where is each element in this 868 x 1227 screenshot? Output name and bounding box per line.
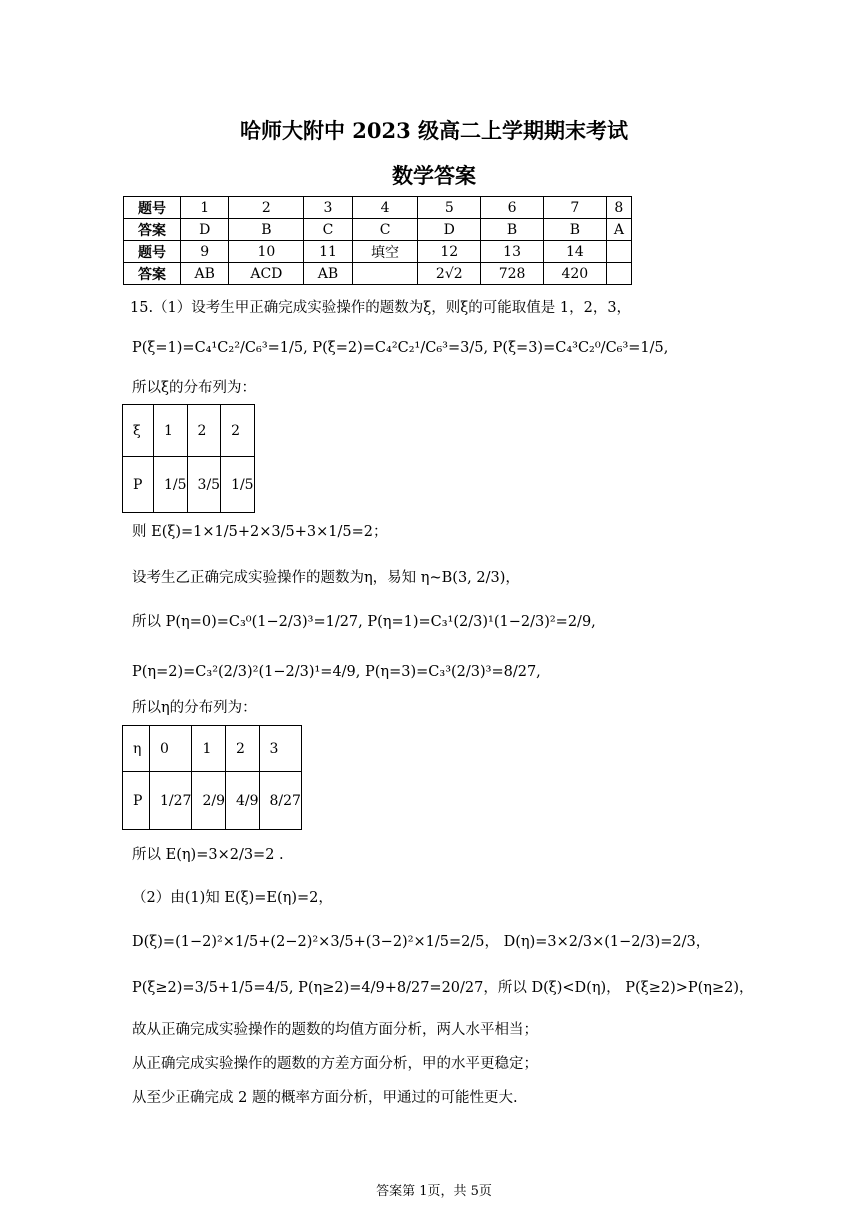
table-cell: ACD xyxy=(229,263,304,285)
page-footer: 答案第 1页，共 5页 xyxy=(376,1184,492,1199)
xi-distribution-table xyxy=(122,404,255,513)
table-cell: 728 xyxy=(481,263,544,285)
e-eta-formula: 所以 E(η)=3×2/3=2 . xyxy=(132,847,284,863)
table-cell: η xyxy=(123,726,150,772)
table-cell: 10 xyxy=(229,241,304,263)
table-cell: 9 xyxy=(181,241,229,263)
table-cell: 7 xyxy=(543,197,606,219)
table-cell: B xyxy=(229,219,304,241)
table-cell: 2√2 xyxy=(418,263,481,285)
page-subtitle: 数学答案 xyxy=(392,163,476,188)
table-cell: 2/9 xyxy=(192,772,226,830)
table-cell: 1/5 xyxy=(154,457,188,513)
table-cell: 题号 xyxy=(124,197,181,219)
table-cell: 420 xyxy=(543,263,606,285)
table-cell: AB xyxy=(181,263,229,285)
table-cell: 11 xyxy=(304,241,352,263)
eta-distribution-table xyxy=(122,725,302,830)
q15-intro: 15.（1）设考生甲正确完成实验操作的题数为ξ，则ξ的可能取值是 1，2，3， xyxy=(130,300,632,316)
variance-formula: D(ξ)=(1−2)²×1/5+(2−2)²×3/5+(3−2)²×1/5=2/5， D(η)=3×2/3×(1−2/3)=2/3， xyxy=(132,934,711,950)
table-cell: 13 xyxy=(481,241,544,263)
table-cell: 14 xyxy=(543,241,606,263)
table-cell: 答案 xyxy=(124,263,181,285)
prob-ge2-formula: P(ξ≥2)=3/5+1/5=4/5, P(η≥2)=4/9+8/27=20/27，所以 D(ξ)<D(η)， P(ξ≥2)>P(η≥2)， xyxy=(132,980,754,996)
p-eta-formula-2: P(η=2)=C₃²(2/3)²(1−2/3)¹=4/9, P(η=3)=C₃³(2/3)³=8/27, xyxy=(132,664,541,680)
table-cell: 0 xyxy=(150,726,192,772)
answer-table xyxy=(123,196,632,285)
table-cell: 答案 xyxy=(124,219,181,241)
table-row xyxy=(123,457,255,513)
table-cell: 4/9 xyxy=(225,772,259,830)
table-cell: P xyxy=(123,457,154,513)
table-cell: AB xyxy=(304,263,352,285)
p-eta-formula-1: 所以 P(η=0)=C₃⁰(1−2/3)³=1/27, P(η=1)=C₃¹(2/3)¹(1−2/3)²=2/9, xyxy=(132,614,596,630)
table-cell xyxy=(352,263,418,285)
table-cell: 3 xyxy=(259,726,301,772)
table-cell xyxy=(606,241,631,263)
table-cell: 1 xyxy=(192,726,226,772)
table-cell: 4 xyxy=(352,197,418,219)
table-cell: ξ xyxy=(123,405,154,457)
table-cell: 8 xyxy=(606,197,631,219)
table-cell: 3 xyxy=(304,197,352,219)
part2-intro: （2）由(1)知 E(ξ)=E(η)=2， xyxy=(132,890,333,906)
table-cell: 1 xyxy=(181,197,229,219)
table-row xyxy=(123,726,302,772)
e-xi-formula: 则 E(ξ)=1×1/5+2×3/5+3×1/5=2； xyxy=(132,524,388,540)
table-cell: 12 xyxy=(418,241,481,263)
table-cell: 2 xyxy=(221,405,255,457)
table-cell: 6 xyxy=(481,197,544,219)
table-cell xyxy=(606,263,631,285)
table-row xyxy=(124,197,632,219)
conclusion-mean: 故从正确完成实验操作的题数的均值方面分析，两人水平相当； xyxy=(132,1022,538,1038)
table-cell: C xyxy=(304,219,352,241)
eta-intro: 设考生乙正确完成实验操作的题数为η，易知 η~B(3, 2/3)， xyxy=(132,570,520,586)
table-cell: D xyxy=(181,219,229,241)
table-cell: A xyxy=(606,219,631,241)
table-cell: D xyxy=(418,219,481,241)
table-cell: 2 xyxy=(225,726,259,772)
p-xi-formula: P(ξ=1)=C₄¹C₂²/C₆³=1/5, P(ξ=2)=C₄²C₂¹/C₆³=3/5, P(ξ=3)=C₄³C₂⁰/C₆³=1/5, xyxy=(132,340,669,356)
table-cell: 题号 xyxy=(124,241,181,263)
table-row xyxy=(123,405,255,457)
table-cell: 1 xyxy=(154,405,188,457)
table-cell: 8/27 xyxy=(259,772,301,830)
table-cell: 填空 xyxy=(352,241,418,263)
table-cell: 1/27 xyxy=(150,772,192,830)
conclusion-probability: 从至少正确完成 2 题的概率方面分析，甲通过的可能性更大. xyxy=(132,1090,518,1106)
table-cell: 2 xyxy=(187,405,221,457)
table-row xyxy=(123,772,302,830)
table-cell: 5 xyxy=(418,197,481,219)
eta-dist-label: 所以η的分布列为： xyxy=(132,700,257,716)
table-cell: 2 xyxy=(229,197,304,219)
xi-dist-label: 所以ξ的分布列为： xyxy=(132,380,256,396)
table-row xyxy=(124,263,632,285)
table-cell: B xyxy=(543,219,606,241)
table-cell: P xyxy=(123,772,150,830)
table-cell: 1/5 xyxy=(221,457,255,513)
page-title: 哈师大附中 2023 级高二上学期期末考试 xyxy=(239,118,629,143)
table-cell: B xyxy=(481,219,544,241)
table-row xyxy=(124,219,632,241)
table-cell: C xyxy=(352,219,418,241)
conclusion-variance: 从正确完成实验操作的题数的方差方面分析，甲的水平更稳定； xyxy=(132,1056,538,1072)
table-row xyxy=(124,241,632,263)
table-cell: 3/5 xyxy=(187,457,221,513)
